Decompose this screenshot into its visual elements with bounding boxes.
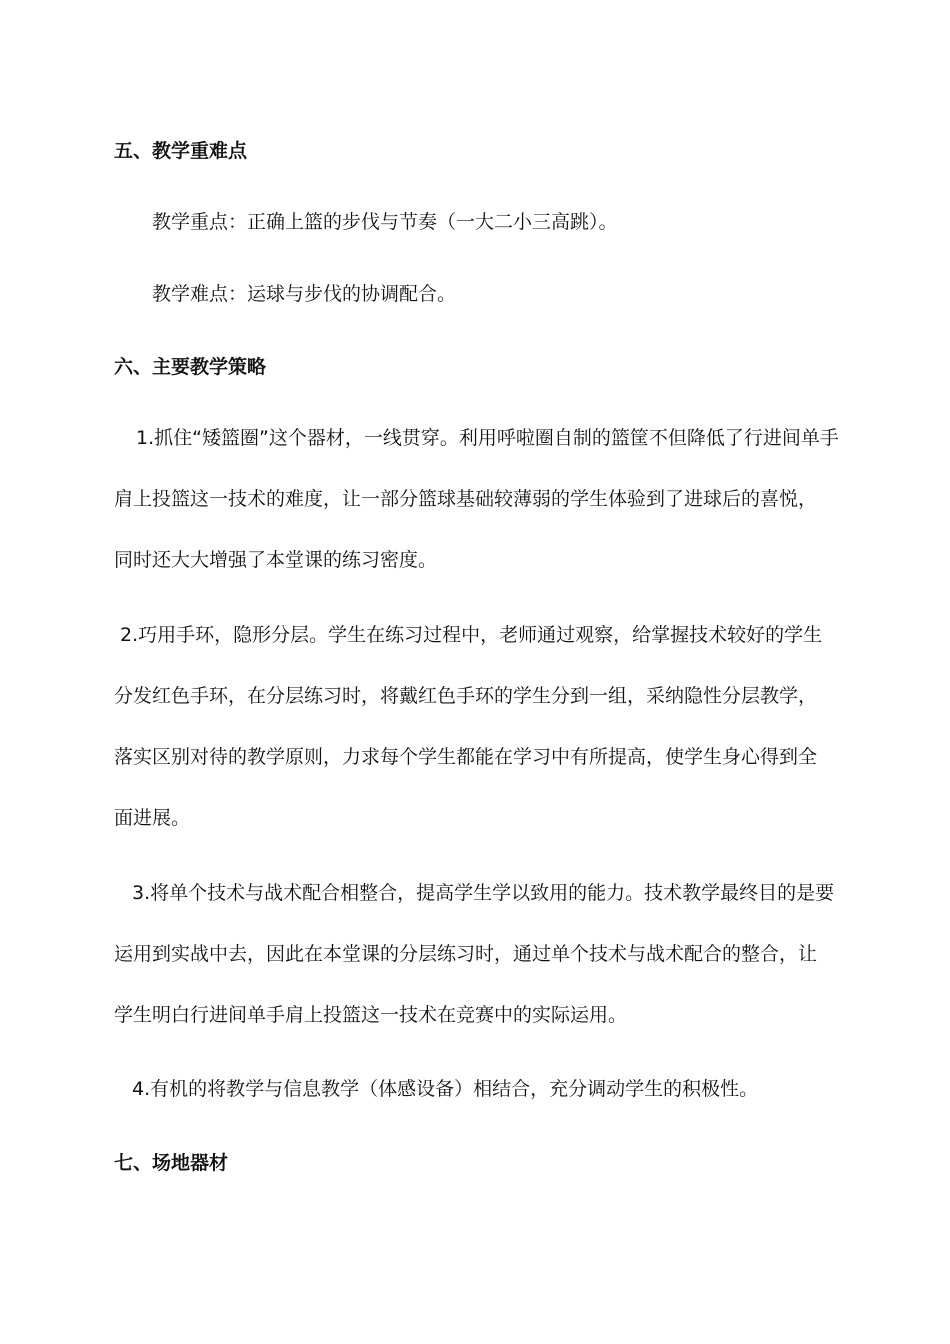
section-6-heading: 六、主要教学策略 — [114, 356, 267, 378]
difficult-point-paragraph — [114, 264, 844, 325]
key-point-paragraph — [114, 192, 844, 253]
strategy-1-line-1: 1.抓住“矮篮圈”这个器材，一线贯穿。利用呼啦圈自制的篮筐不但降低了行进间单手 — [136, 427, 839, 449]
strategy-item-2 — [114, 605, 844, 849]
difficult-point-text: 教学难点：运球与步伐的协调配合。 — [152, 283, 457, 305]
strategy-3-line-2: 运用到实战中去，因此在本堂课的分层练习时，通过单个技术与战术配合的整合，让 — [114, 943, 818, 965]
strategy-item-1 — [114, 408, 844, 591]
strategy-item-4 — [114, 1059, 844, 1120]
strategy-1-line-2: 肩上投篮这一技术的难度，让一部分篮球基础较薄弱的学生体验到了进球后的喜悦， — [114, 488, 818, 510]
strategy-2-line-1: 2.巧用手环，隐形分层。学生在练习过程中，老师通过观察，给掌握技术较好的学生 — [120, 624, 823, 646]
strategy-item-3 — [114, 863, 844, 1046]
strategy-4-line-1: 4.有机的将教学与信息教学（体感设备）相结合，充分调动学生的积极性。 — [132, 1078, 759, 1100]
key-point-text: 教学重点：正确上篮的步伐与节奏（一大二小三高跳）。 — [152, 211, 618, 233]
strategy-2-line-2: 分发红色手环，在分层练习时，将戴红色手环的学生分到一组，采纳隐性分层教学， — [114, 685, 818, 707]
strategy-1-line-3: 同时还大大增强了本堂课的练习密度。 — [114, 549, 438, 571]
section-5-heading: 五、教学重难点 — [114, 140, 248, 162]
strategy-2-line-3: 落实区别对待的教学原则，力求每个学生都能在学习中有所提高，使学生身心得到全 — [114, 746, 818, 768]
strategy-2-line-4: 面进展。 — [114, 807, 191, 829]
section-7-heading: 七、场地器材 — [114, 1152, 229, 1174]
strategy-3-line-1: 3.将单个技术与战术配合相整合，提高学生学以致用的能力。技术教学最终目的是要 — [132, 882, 835, 904]
strategy-3-line-3: 学生明白行进间单手肩上投篮这一技术在竞赛中的实际运用。 — [114, 1004, 628, 1026]
